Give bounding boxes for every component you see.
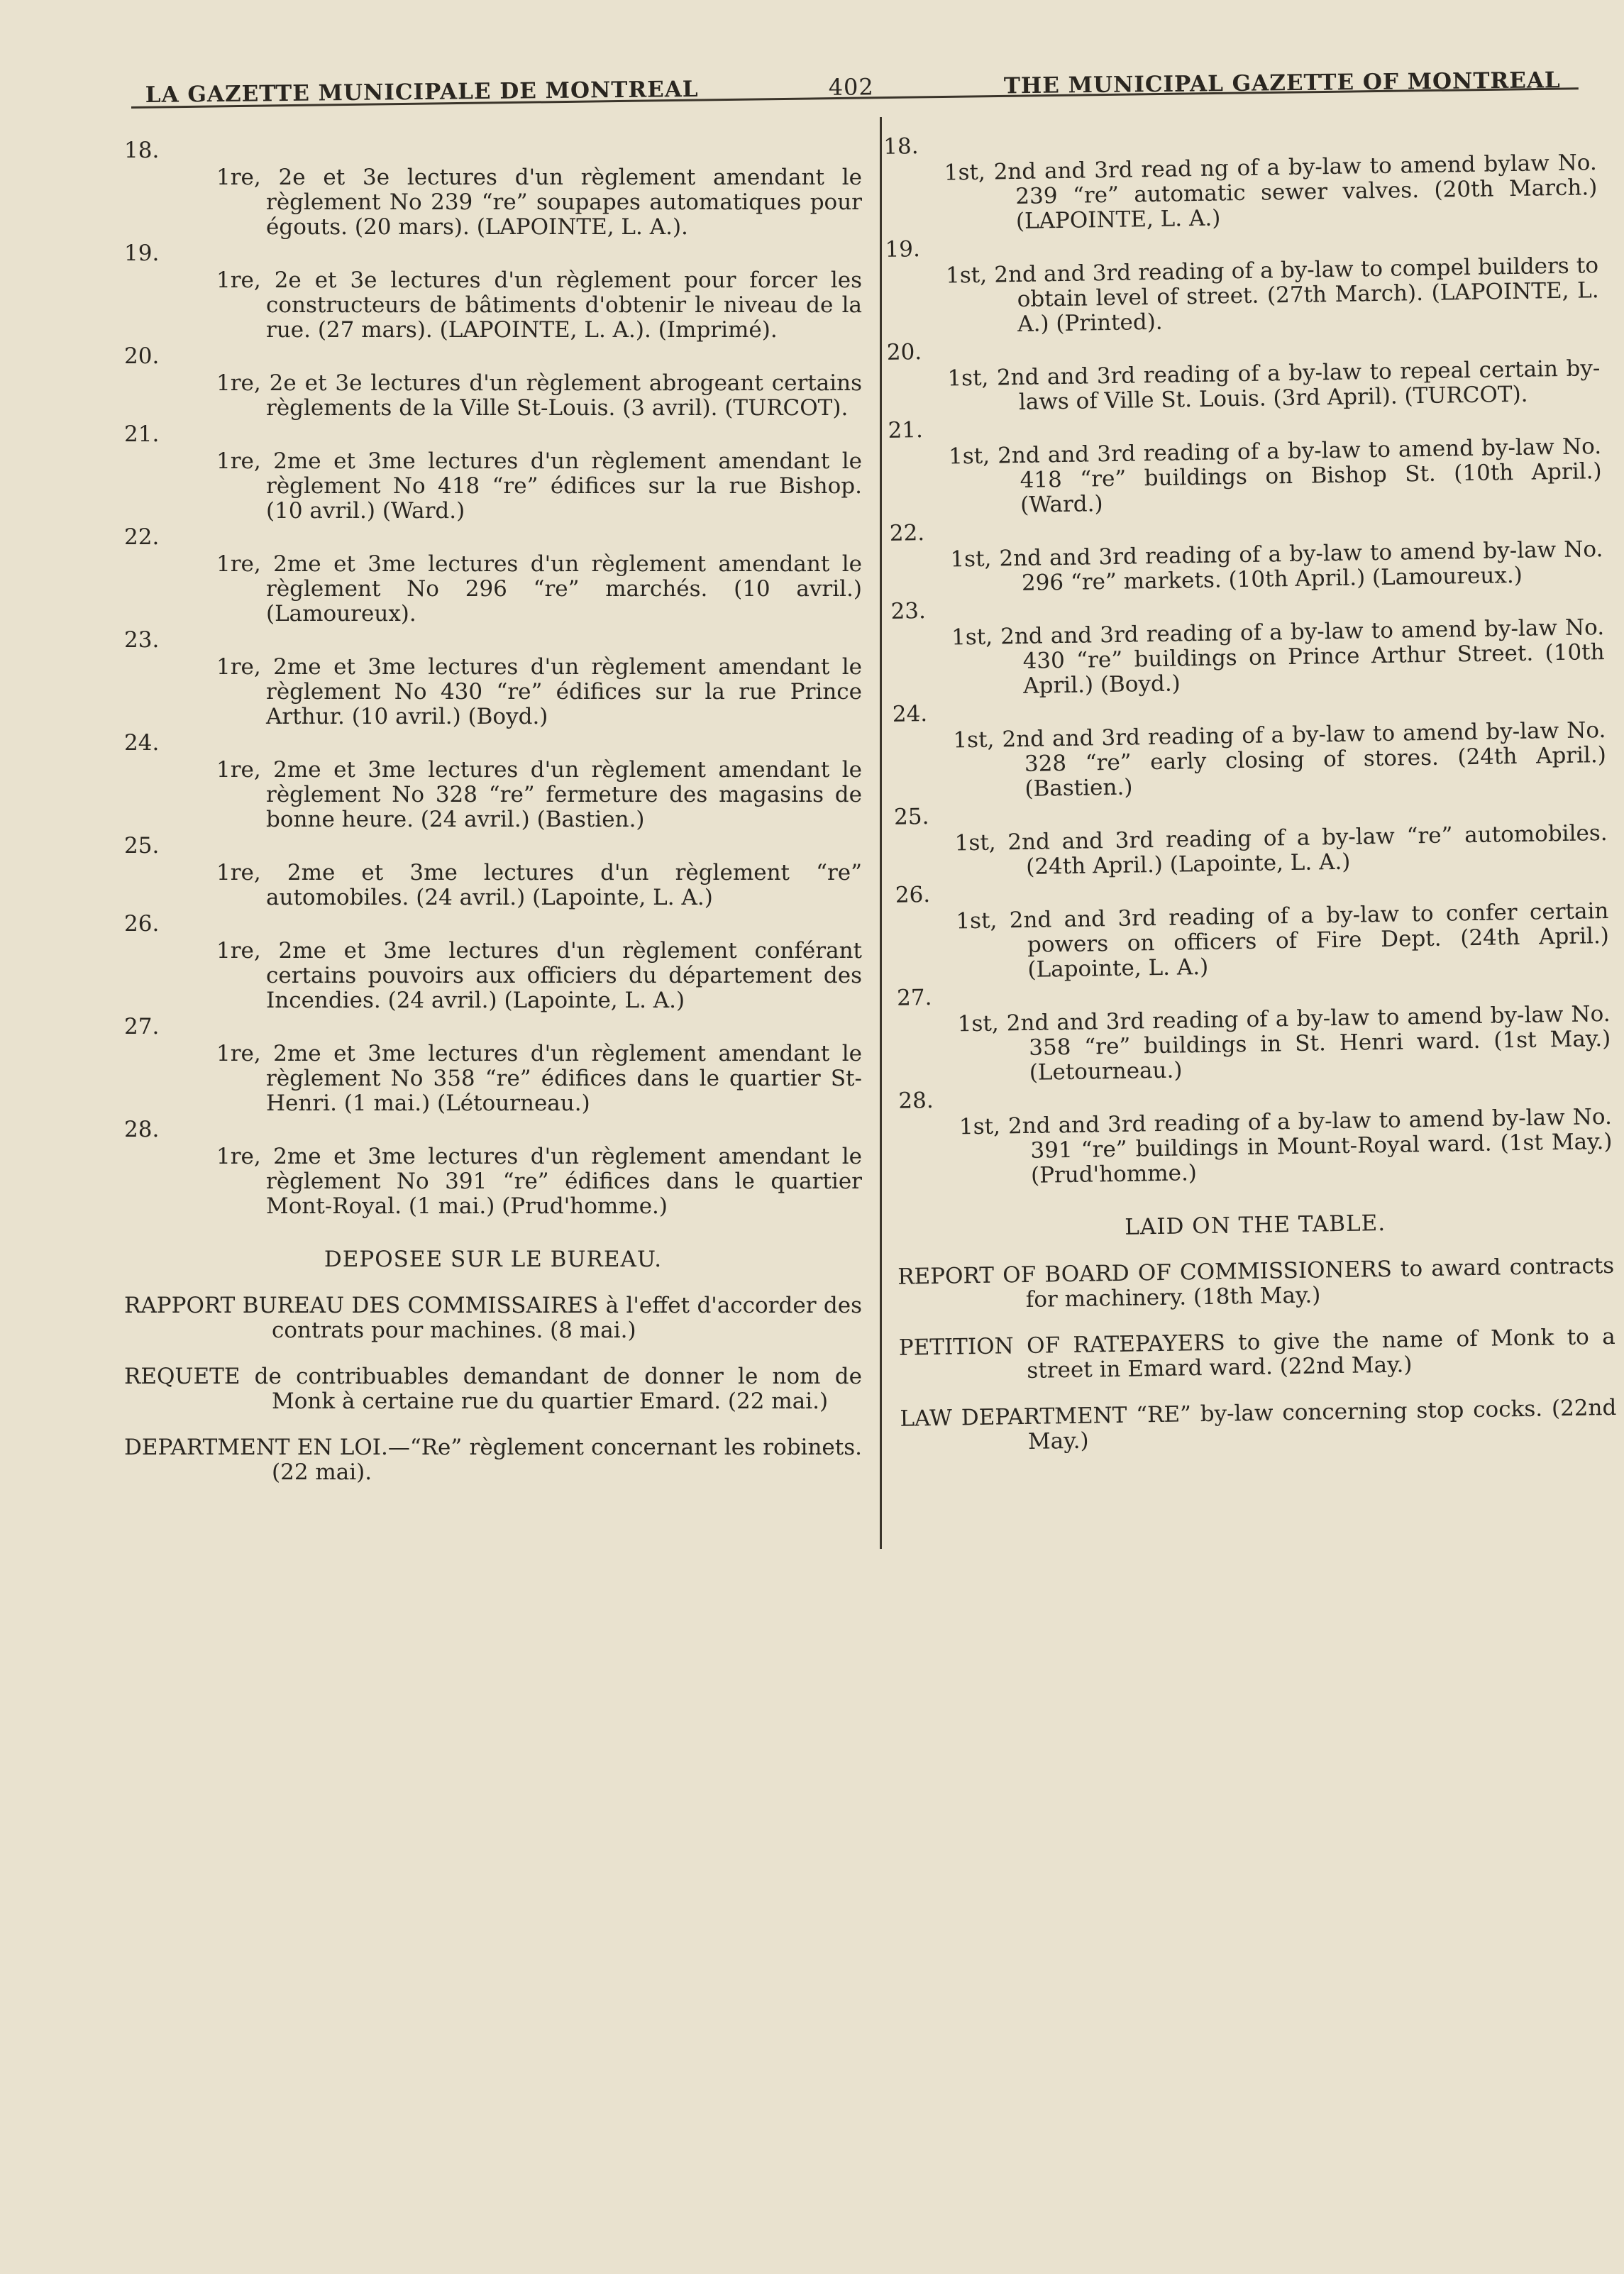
french-note-petition: REQUETE de contribuables demandant de donner le nom de Monk à certaine rue du quartier Emard. (22 mai.) bbox=[124, 1364, 862, 1414]
english-bylaw-item bbox=[890, 794, 1608, 882]
french-note-report: RAPPORT BUREAU DES COMMISSAIRES à l'effet d'accorder des contrats pour machines. (8 mai.) bbox=[124, 1293, 862, 1343]
item-number: 21. bbox=[888, 417, 924, 443]
item-text: 1re, 2me et 3me lectures d'un règlement amendant le règlement No 391 “re” édifices dans le quartier Mont-Royal. (1 mai.) (Prud'homme.) bbox=[216, 1144, 862, 1219]
item-text: 1st, 2nd and 3rd reading of a by-law to repeal certain by-laws of Ville St. Louis. (3rd April). (TURCOT). bbox=[947, 355, 1601, 415]
item-number: 20. bbox=[886, 339, 922, 365]
french-section-title: DEPOSEE SUR LE BUREAU. bbox=[324, 1247, 663, 1272]
item-text: 1re, 2e et 3e lectures d'un règlement abrogeant certains règlements de la Ville St-Louis. (3 avril). (TURCOT). bbox=[216, 370, 862, 421]
item-number: 18. bbox=[124, 138, 160, 163]
french-bylaw-item bbox=[124, 1015, 862, 1116]
english-bylaw-item bbox=[883, 329, 1601, 417]
item-number: 24. bbox=[892, 701, 928, 727]
item-number: 26. bbox=[895, 882, 931, 908]
english-column bbox=[880, 123, 1618, 1478]
item-text: 1re, 2me et 3me lectures d'un règlement “re” automobiles. (24 avril.) (Lapointe, L. A.) bbox=[216, 860, 862, 910]
item-number: 28. bbox=[124, 1117, 160, 1142]
item-text: 1st, 2nd and 3rd reading of a by-law to amend by-law No. 328 “re” early closing of stores. (24th April.) (Bastien.) bbox=[953, 717, 1607, 802]
french-bylaw-item bbox=[124, 344, 862, 421]
french-column bbox=[124, 138, 862, 1506]
item-number: 27. bbox=[124, 1014, 160, 1039]
item-text: 1st, 2nd and 3rd reading of a by-law to amend by-law No. 358 “re” buildings in St. Henri ward. (1st May.) (Letourneau.) bbox=[957, 1000, 1611, 1086]
english-section-title: LAID ON THE TABLE. bbox=[1125, 1210, 1386, 1240]
french-bylaw-item bbox=[124, 834, 862, 910]
item-number: 19. bbox=[124, 241, 160, 266]
item-number: 22. bbox=[124, 524, 160, 550]
item-number: 25. bbox=[893, 804, 929, 830]
english-bylaw-item bbox=[880, 123, 1598, 236]
english-bylaw-item bbox=[886, 510, 1604, 598]
item-text: 1st, 2nd and 3rd reading of a by-law to amend by-law No. 418 “re” buildings on Bishop St. (10th April.) (Ward.) bbox=[948, 434, 1602, 518]
item-number: 18. bbox=[883, 133, 919, 160]
french-bylaw-item bbox=[124, 731, 862, 832]
item-text: 1st, 2nd and 3rd reading of a by-law to compel builders to obtain level of street. (27th March). (LAPOINTE, L. A.) (Printed). bbox=[945, 253, 1599, 337]
english-bylaw-item bbox=[884, 407, 1602, 520]
column-divider bbox=[880, 117, 882, 1549]
english-bylaw-item bbox=[893, 975, 1611, 1088]
french-bylaw-item bbox=[124, 628, 862, 729]
item-number: 26. bbox=[124, 911, 160, 937]
item-text: 1re, 2me et 3me lectures d'un règlement amendant le règlement No 296 “re” marchés. (10 avril.) (Lamoureux). bbox=[216, 551, 862, 627]
item-number: 24. bbox=[124, 730, 160, 756]
english-note-report: REPORT OF BOARD OF COMMISSIONERS to award contracts for machinery. (18th May.) bbox=[897, 1252, 1615, 1313]
french-bylaw-item bbox=[124, 422, 862, 524]
item-text: 1re, 2me et 3me lectures d'un règlement amendant le règlement No 358 “re” édifices dans le quartier St-Henri. (1 mai.) (Létourneau.) bbox=[216, 1041, 862, 1116]
english-bylaw-item bbox=[895, 1078, 1613, 1191]
english-bylaw-item bbox=[889, 691, 1607, 804]
item-number: 21. bbox=[124, 421, 160, 447]
header-english-title: THE MUNICIPAL GAZETTE OF MONTREAL bbox=[1003, 67, 1561, 99]
french-bylaw-list bbox=[124, 138, 862, 1219]
english-bylaw-item bbox=[892, 872, 1610, 985]
item-text: 1re, 2me et 3me lectures d'un règlement amendant le règlement No 430 “re” édifices sur la rue Prince Arthur. (10 avril.) (Boyd.) bbox=[216, 654, 862, 729]
item-text: 1re, 2e et 3e lectures d'un règlement pour forcer les constructeurs de bâtiments d'obtenir le niveau de la rue. (27 mars). (LAPOINTE, L. A.). (Imprimé). bbox=[216, 267, 862, 343]
item-number: 23. bbox=[890, 598, 927, 624]
french-note-law-department: DEPARTMENT EN LOI.—“Re” règlement concernant les robinets. (22 mai). bbox=[124, 1435, 862, 1485]
item-number: 23. bbox=[124, 627, 160, 653]
item-text: 1st, 2nd and 3rd reading of a by-law to amend by-law No. 391 “re” buildings in Mount-Royal ward. (1st May.) (Prud'homme.) bbox=[959, 1103, 1613, 1188]
item-number: 20. bbox=[124, 343, 160, 369]
item-text: 1st, 2nd and 3rd read ng of a by-law to amend bylaw No. 239 “re” automatic sewer valves. (20th March.) (LAPOINTE, L. A.) bbox=[944, 150, 1598, 234]
page-header bbox=[145, 50, 1561, 108]
french-bylaw-item bbox=[124, 525, 862, 627]
item-number: 25. bbox=[124, 833, 160, 859]
english-note-petition: PETITION OF RATEPAYERS to give the name of Monk to a street in Emard ward. (22nd May.) bbox=[898, 1323, 1616, 1384]
french-bylaw-item bbox=[124, 1117, 862, 1219]
item-text: 1re, 2e et 3e lectures d'un règlement amendant le règlement No 239 “re” soupapes automatiques pour égouts. (20 mars). (LAPOINTE, L. A.). bbox=[216, 165, 862, 240]
french-bylaw-item bbox=[124, 912, 862, 1013]
header-french-title: LA GAZETTE MUNICIPALE DE MONTREAL bbox=[145, 76, 699, 108]
french-bylaw-item bbox=[124, 138, 862, 240]
item-text: 1re, 2me et 3me lectures d'un règlement conférant certains pouvoirs aux officiers du département des Incendies. (24 avril.) (Lapointe, L. A.) bbox=[216, 938, 862, 1013]
item-number: 27. bbox=[896, 984, 932, 1011]
item-text: 1st, 2nd and 3rd reading of a by-law “re” automobiles. (24th April.) (Lapointe, L. A.) bbox=[954, 820, 1608, 880]
page-number: 402 bbox=[828, 73, 874, 101]
french-bylaw-item bbox=[124, 241, 862, 343]
english-bylaw-item bbox=[887, 588, 1605, 701]
item-text: 1st, 2nd and 3rd reading of a by-law to amend by-law No. 430 “re” buildings on Prince Arthur Street. (10th April.) (Boyd.) bbox=[951, 614, 1605, 699]
item-text: 1re, 2me et 3me lectures d'un règlement amendant le règlement No 328 “re” fermeture des magasins de bonne heure. (24 avril.) (Bastien.) bbox=[216, 757, 862, 832]
item-number: 28. bbox=[898, 1087, 934, 1114]
item-text: 1st, 2nd and 3rd reading of a by-law to confer certain powers on officers of Fire Dept. (24th April.) (Lapointe, L. A.) bbox=[956, 898, 1610, 983]
item-number: 19. bbox=[885, 236, 921, 263]
english-note-law-department: LAW DEPARTMENT “RE” by-law concerning stop cocks. (22nd May.) bbox=[900, 1394, 1617, 1455]
english-bylaw-list bbox=[880, 123, 1613, 1191]
item-text: 1st, 2nd and 3rd reading of a by-law to amend by-law No. 296 “re” markets. (10th April.) (Lamoureux.) bbox=[950, 536, 1603, 596]
item-text: 1re, 2me et 3me lectures d'un règlement amendant le règlement No 418 “re” édifices sur la rue Bishop. (10 avril.) (Ward.) bbox=[216, 448, 862, 524]
item-number: 22. bbox=[889, 520, 925, 546]
english-bylaw-item bbox=[881, 226, 1599, 339]
